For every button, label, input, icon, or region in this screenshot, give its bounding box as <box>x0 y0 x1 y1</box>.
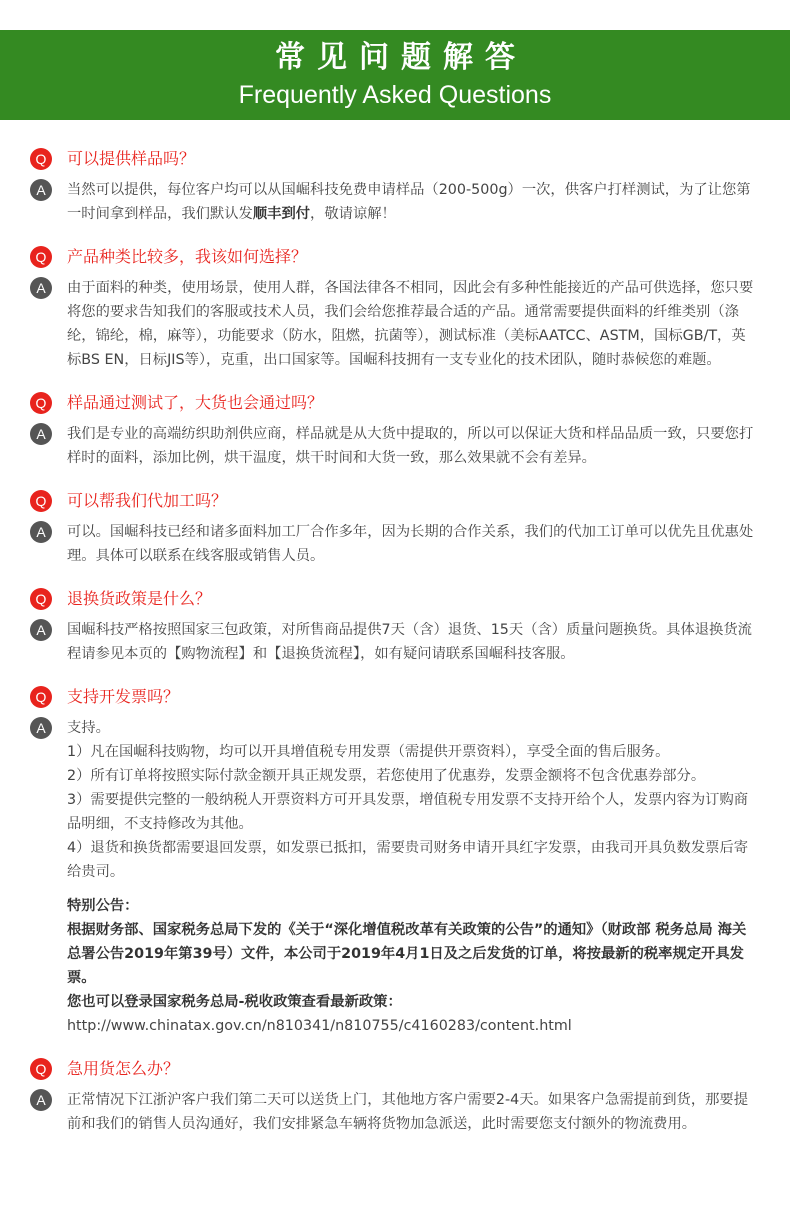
faq-header-banner <box>0 30 790 120</box>
question-icon: Q <box>30 490 52 512</box>
question-text: 急用货怎么办？ <box>67 1059 180 1078</box>
answer-icon: A <box>30 619 52 641</box>
question-text: 退换货政策是什么？ <box>67 589 212 608</box>
question-text: 产品种类比较多，我该如何选择？ <box>67 247 308 266</box>
answer-line: 1）凡在国崛科技购物，均可以开具增值税专用发票（需提供开票资料），享受全面的售后服务。 <box>67 744 670 760</box>
faq-item <box>30 146 755 226</box>
answer-line: 3）需要提供完整的一般纳税人开票资料方可开具发票，增值税专用发票不支持开给个人，发票内容为订购商品明细，不支持修改为其他。 <box>67 792 749 832</box>
faq-item <box>30 488 755 568</box>
notice-login-hint: 您也可以登录国家税务总局-税收政策查看最新政策： <box>67 994 402 1010</box>
answer-emphasis: 顺丰到付 <box>252 206 311 222</box>
answer-icon: A <box>30 521 52 543</box>
answer-icon: A <box>30 1089 52 1111</box>
answer-icon: A <box>30 423 52 445</box>
answer-text: 我们是专业的高端纺织助剂供应商，样品就是从大货中提取的，所以可以保证大货和样品品质一致，只要您打样时的面料，添加比例，烘干温度，烘干时间和大货一致，那么效果就不会有差异。 <box>67 426 754 466</box>
answer-line: 2）所有订单将按照实际付款金额开具正规发票，若您使用了优惠券，发票金额将不包含优惠券部分。 <box>67 768 706 784</box>
answer-text <box>67 178 755 226</box>
answer-line: 4）退货和换货都需要退回发票，如发票已抵扣，需要贵司财务申请开具红字发票，由我司开具负数发票后寄给贵司。 <box>67 840 749 880</box>
answer-icon: A <box>30 277 52 299</box>
answer-icon: A <box>30 179 52 201</box>
question-icon: Q <box>30 246 52 268</box>
answer-text-part: 当然可以提供，每位客户均可以从国崛科技免费申请样品（200-500g）一次，供客户打样测试，为了让您第一时间拿到样品，我们默认发 <box>67 182 751 222</box>
faq-item <box>30 390 755 470</box>
page-title: 常见问题解答 <box>275 40 527 75</box>
tax-policy-url[interactable]: http://www.chinatax.gov.cn/n810341/n810755/c4160283/content.html <box>67 1018 572 1034</box>
question-icon: Q <box>30 588 52 610</box>
answer-text: 由于面料的种类，使用场景，使用人群，各国法律各不相同，因此会有多种性能接近的产品可供选择，您只要将您的要求告知我们的客服或技术人员，我们会给您推荐最合适的产品。通常需要提供面料的纤维类别（涤纶，锦纶，棉，麻等），功能要求（防水，阻燃，抗菌等），测试标准（美标AATCC、ASTM，国标GB/T，英标BS EN，日标JIS等），克重，出口国家等。国崛科技拥有一支专业化的技术团队，随时恭候您的难题。 <box>67 280 754 368</box>
question-text: 样品通过测试了，大货也会通过吗？ <box>67 393 324 412</box>
answer-text: 国崛科技严格按照国家三包政策，对所售商品提供7天（含）退货、15天（含）质量问题换货。具体退换货流程请参见本页的【购物流程】和【退换货流程】，如有疑问请联系国崛科技客服。 <box>67 622 752 662</box>
faq-item <box>30 684 755 1038</box>
question-icon: Q <box>30 148 52 170</box>
question-icon: Q <box>30 686 52 708</box>
special-notice <box>67 894 755 1038</box>
question-text: 支持开发票吗？ <box>67 687 180 706</box>
answer-icon: A <box>30 717 52 739</box>
question-text: 可以提供样品吗？ <box>67 149 196 168</box>
answer-text-part: ，敬请谅解！ <box>310 206 396 222</box>
answer-text: 可以。国崛科技已经和诸多面料加工厂合作多年，因为长期的合作关系，我们的代加工订单可以优先且优惠处理。具体可以联系在线客服或销售人员。 <box>67 524 754 564</box>
page-subtitle: Frequently Asked Questions <box>238 81 552 109</box>
notice-title: 特别公告： <box>67 898 139 914</box>
faq-list <box>30 146 755 1154</box>
answer-text: 正常情况下江浙沪客户我们第二天可以送货上门，其他地方客户需要2-4天。如果客户急需提前到货，那要提前和我们的销售人员沟通好，我们安排紧急车辆将货物加急派送，此时需要您支付额外的物流费用。 <box>67 1092 749 1132</box>
faq-item <box>30 1056 755 1136</box>
answer-text <box>67 716 755 1038</box>
question-icon: Q <box>30 1058 52 1080</box>
question-text: 可以帮我们代加工吗？ <box>67 491 228 510</box>
question-icon: Q <box>30 392 52 414</box>
answer-line: 支持。 <box>67 720 110 736</box>
faq-item <box>30 586 755 666</box>
notice-body: 根据财务部、国家税务总局下发的《关于“深化增值税改革有关政策的公告”的通知》（财政部 税务总局 海关总署公告2019年第39号）文件，本公司于2019年4月1日及之后发货的订单，将按最新的税率规定开具发票。 <box>67 922 747 986</box>
faq-item <box>30 244 755 372</box>
